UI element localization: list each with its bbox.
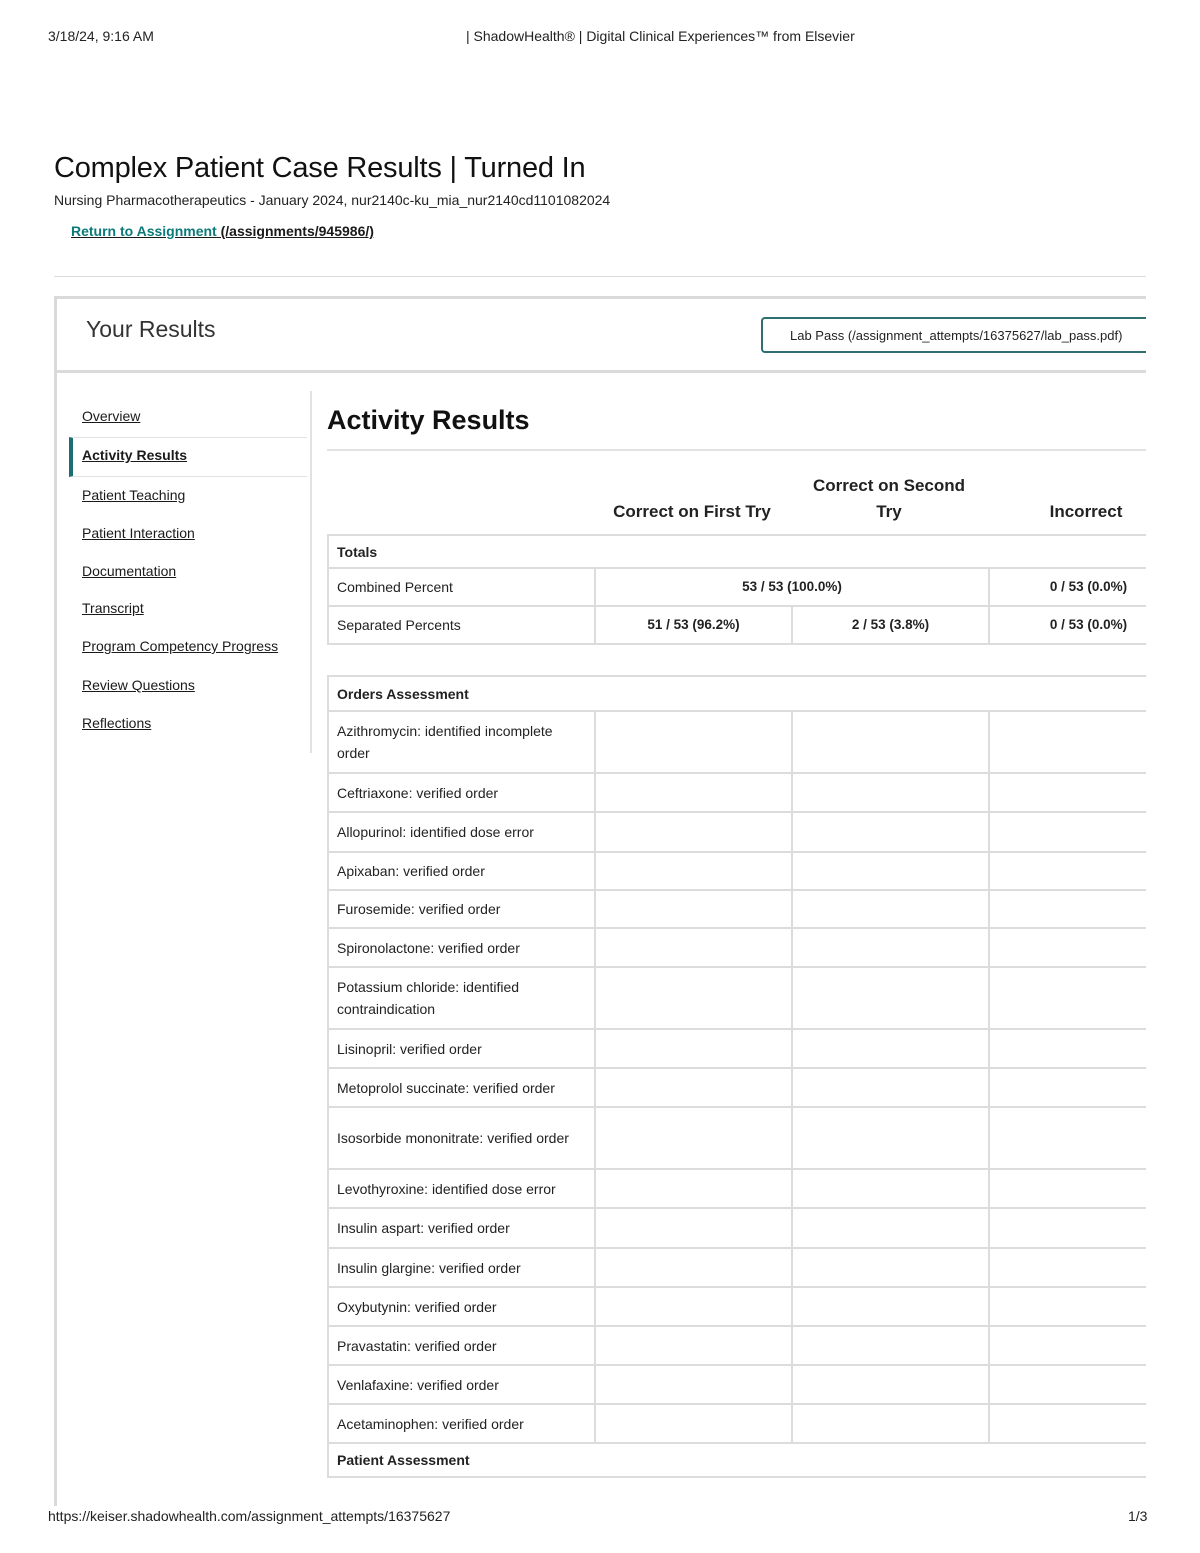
print-date: 3/18/24, 9:16 AM [48, 28, 154, 44]
table-row [328, 568, 1146, 606]
order-item-label: Furosemide: verified order [328, 890, 595, 928]
nav-item-documentation[interactable]: Documentation [82, 563, 177, 579]
nav-item-program-competency-progress[interactable]: Program Competency Progress [82, 638, 279, 654]
print-page-title: | ShadowHealth® | Digital Clinical Experiences™ from Elsevier [466, 28, 855, 44]
order-item-label: Metoprolol succinate: verified order [328, 1068, 595, 1107]
order-item-label: Potassium chloride: identified contraindication [328, 967, 595, 1029]
table-row [328, 890, 1146, 928]
combined-percent-label: Combined Percent [328, 568, 595, 606]
order-item-label: Pravastatin: verified order [328, 1326, 595, 1365]
nav-item-review-questions[interactable]: Review Questions [82, 677, 195, 693]
combined-correct-value: 53 / 53 (100.0%) [595, 568, 989, 606]
patient-assessment-label: Patient Assessment [328, 1443, 1146, 1477]
column-header-first-try: Correct on First Try [613, 502, 771, 521]
return-link-text: Return to Assignment [71, 223, 217, 239]
divider [327, 449, 1146, 451]
totals-table [327, 534, 1146, 645]
column-header-second-try [791, 473, 987, 525]
nav-item-activity-results[interactable]: Activity Results [82, 447, 188, 463]
table-row [328, 1404, 1146, 1443]
print-page-number: 1/3 [1128, 1508, 1148, 1524]
order-item-label: Levothyroxine: identified dose error [328, 1169, 595, 1208]
table-row [328, 928, 1146, 967]
order-item-label: Insulin aspart: verified order [328, 1208, 595, 1248]
column-header-second-try-line2: Try [876, 502, 902, 521]
separated-percents-label: Separated Percents [328, 606, 595, 644]
nav-item-reflections[interactable]: Reflections [82, 715, 152, 731]
order-item-label: Venlafaxine: verified order [328, 1365, 595, 1404]
table-row [328, 1169, 1146, 1208]
table-row [328, 606, 1146, 644]
your-results-heading: Your Results [86, 316, 216, 342]
table-row [328, 1287, 1146, 1326]
column-header-incorrect: Incorrect [1049, 502, 1123, 521]
order-item-label: Oxybutynin: verified order [328, 1287, 595, 1326]
table-row [328, 676, 1146, 711]
order-item-label: Isosorbide mononitrate: verified order [328, 1107, 595, 1169]
orders-assessment-table [327, 675, 1146, 1478]
table-row [328, 1029, 1146, 1068]
table-row [328, 1068, 1146, 1107]
table-row [328, 967, 1146, 1029]
activity-results-heading: Activity Results [327, 405, 530, 435]
table-row [328, 1248, 1146, 1287]
nav-item-overview[interactable]: Overview [82, 408, 141, 424]
table-row [328, 535, 1146, 568]
nav-item-patient-teaching[interactable]: Patient Teaching [82, 487, 186, 503]
print-url: https://keiser.shadowhealth.com/assignment_attempts/16375627 [48, 1508, 451, 1524]
order-item-label: Lisinopril: verified order [328, 1029, 595, 1068]
separated-second-value: 2 / 53 (3.8%) [792, 606, 989, 644]
divider [54, 276, 1146, 277]
course-name: Nursing Pharmacotherapeutics - January 2024, nur2140c-ku_mia_nur2140cd1101082024 [54, 192, 611, 208]
totals-section-label: Totals [328, 535, 1146, 568]
table-row [328, 1208, 1146, 1248]
table-row [328, 812, 1146, 852]
lab-pass-button[interactable]: Lab Pass (/assignment_attempts/16375627/lab_pass.pdf) [761, 317, 1146, 353]
table-row [328, 1365, 1146, 1404]
separated-incorrect-value: 0 / 53 (0.0%) [989, 606, 1146, 644]
order-item-label: Ceftriaxone: verified order [328, 773, 595, 812]
order-item-label: Acetaminophen: verified order [328, 1404, 595, 1443]
results-panel [54, 296, 1146, 1506]
table-row [328, 1443, 1146, 1477]
orders-assessment-label: Orders Assessment [328, 676, 1146, 711]
order-item-label: Insulin glargine: verified order [328, 1248, 595, 1287]
table-row [328, 1107, 1146, 1169]
separated-first-value: 51 / 53 (96.2%) [595, 606, 792, 644]
table-row [328, 711, 1146, 773]
results-header [57, 299, 1146, 373]
combined-incorrect-value: 0 / 53 (0.0%) [989, 568, 1146, 606]
return-to-assignment-link[interactable] [71, 223, 374, 239]
return-link-path: (/assignments/945986/) [216, 223, 374, 239]
order-item-label: Apixaban: verified order [328, 852, 595, 890]
page-title: Complex Patient Case Results | Turned In [54, 152, 586, 184]
nav-item-patient-interaction[interactable]: Patient Interaction [82, 525, 195, 541]
order-item-label: Allopurinol: identified dose error [328, 812, 595, 852]
side-nav [69, 391, 312, 753]
table-row [328, 773, 1146, 812]
nav-item-transcript[interactable]: Transcript [82, 600, 144, 616]
table-row [328, 852, 1146, 890]
order-item-label: Spironolactone: verified order [328, 928, 595, 967]
column-header-second-try-line1: Correct on Second [812, 476, 966, 495]
table-row [328, 1326, 1146, 1365]
order-item-label: Azithromycin: identified incomplete order [328, 711, 595, 773]
